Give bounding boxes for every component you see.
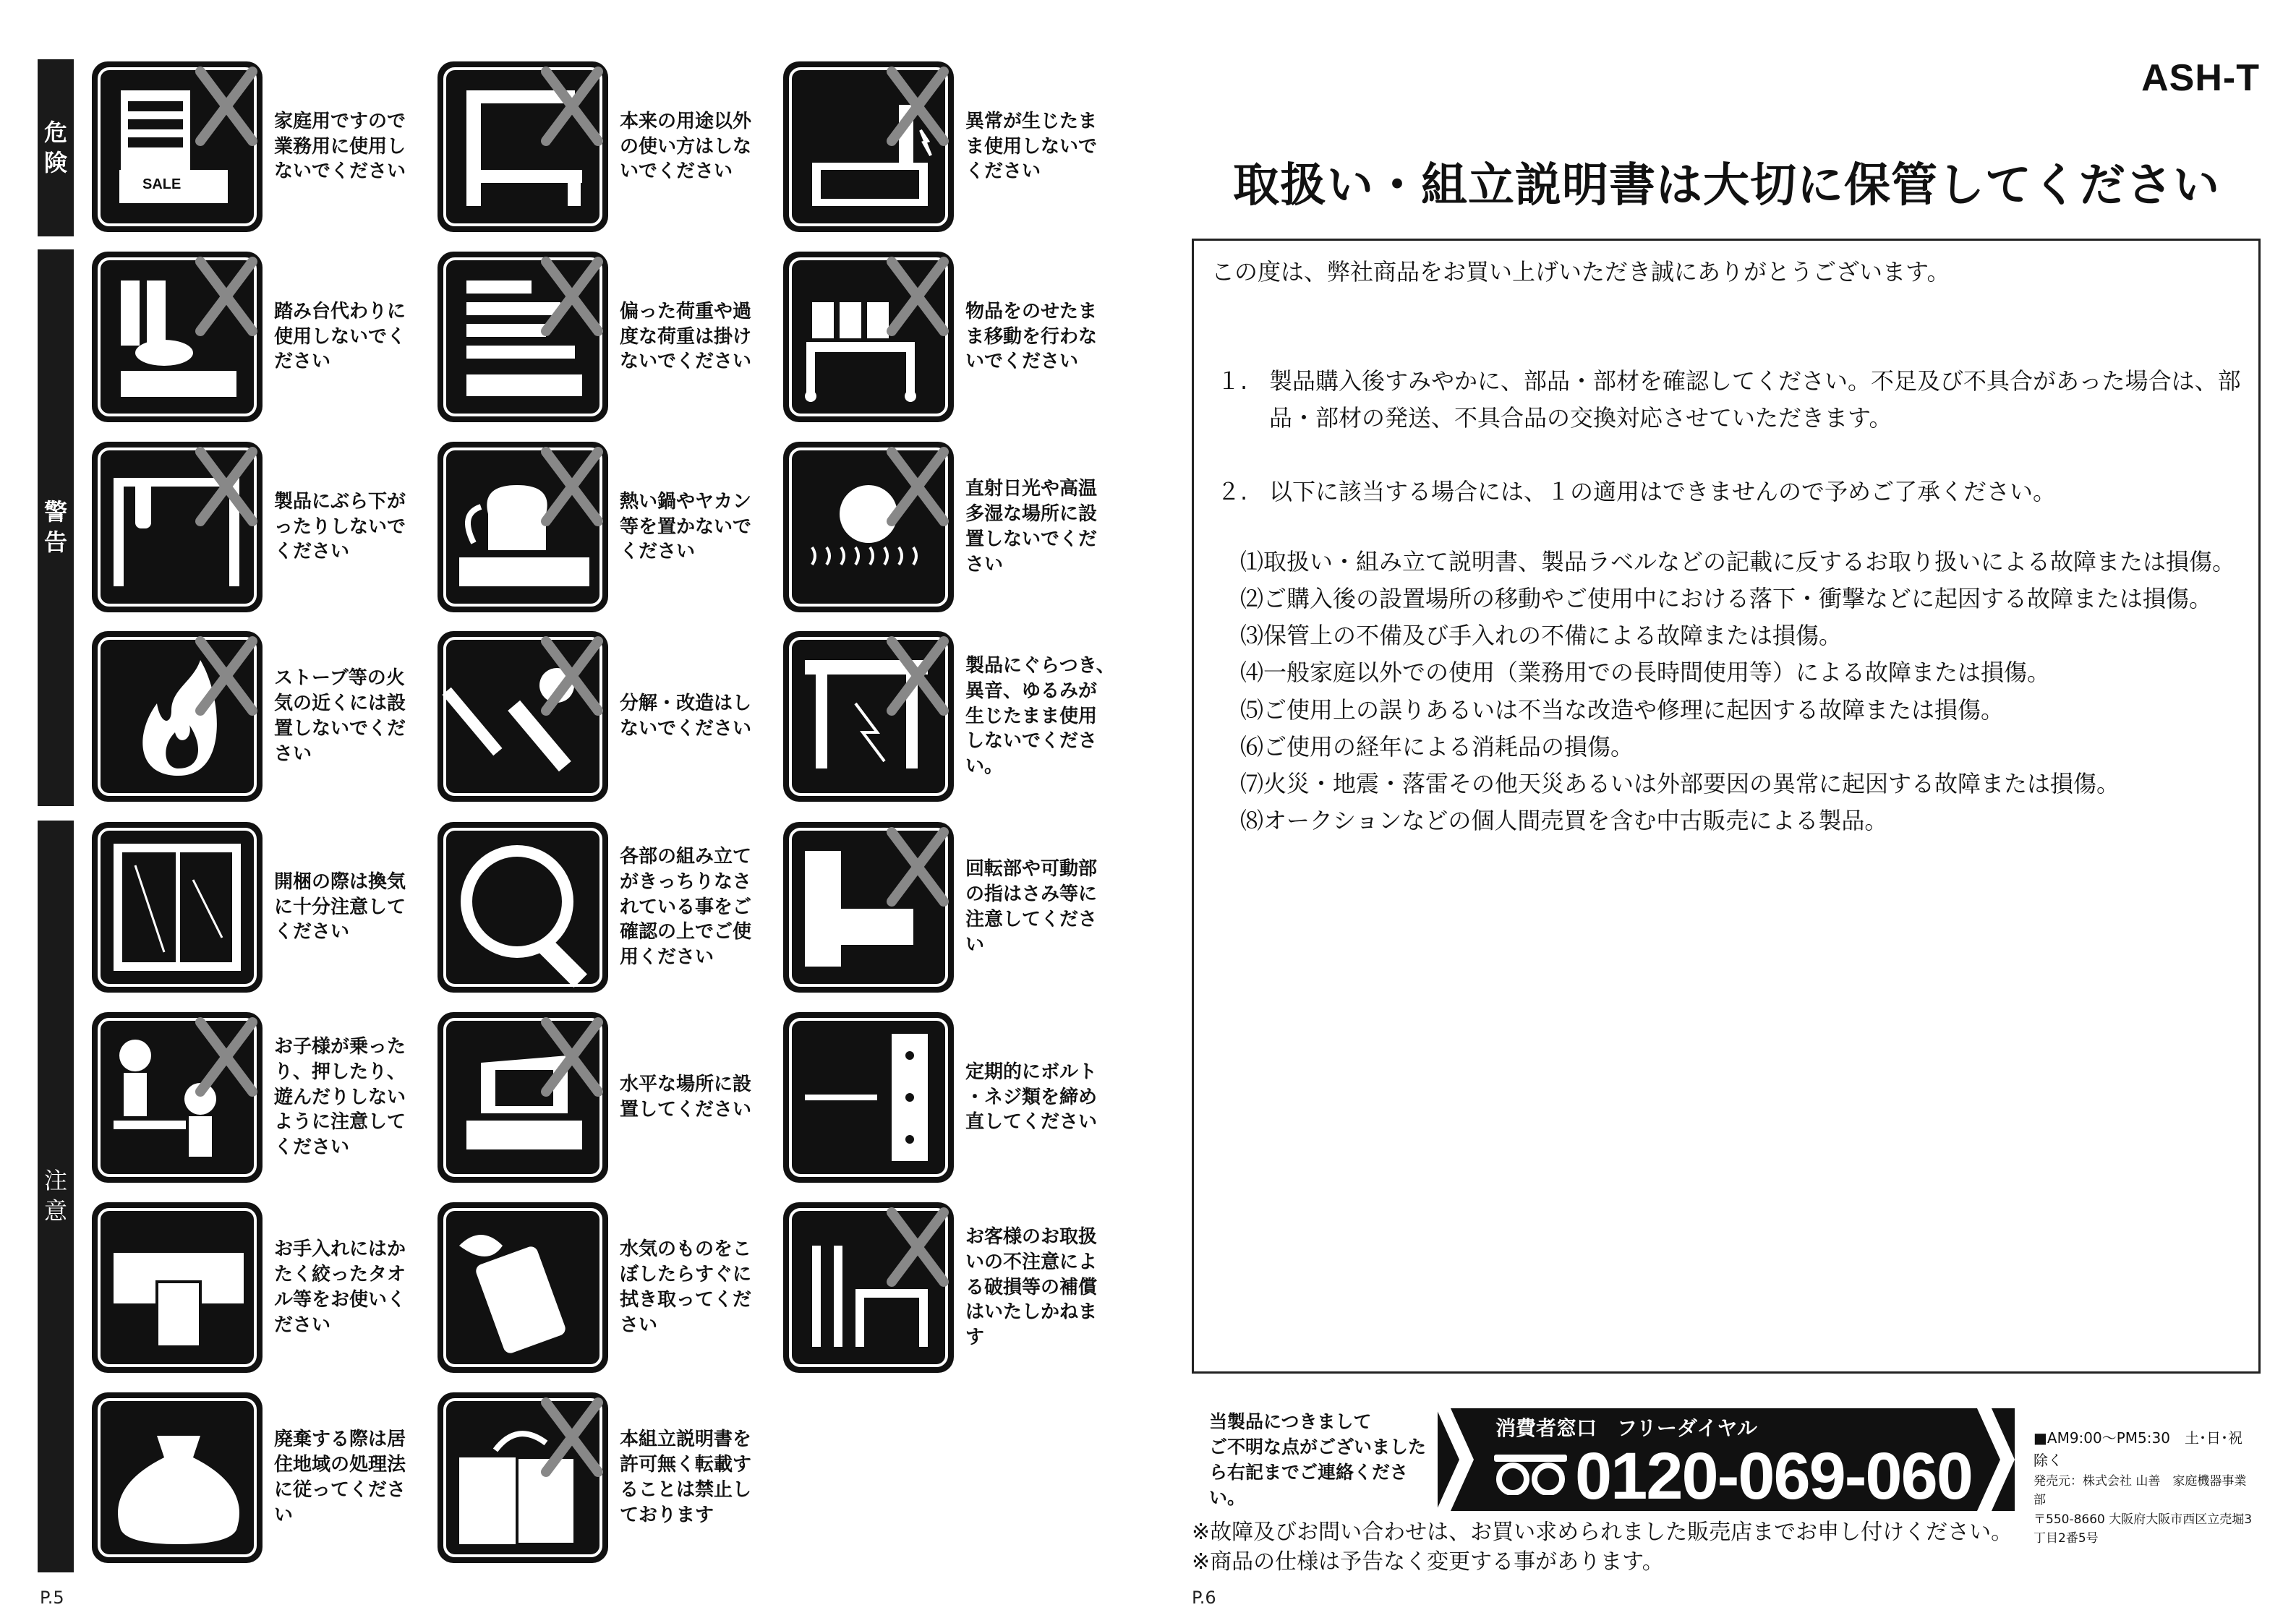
bottom-note: ※故障及びお問い合わせは、お買い求められました販売店までお申し付けください。 [1192, 1520, 2013, 1545]
phone-number[interactable]: 0120-069-060 [1575, 1439, 1972, 1513]
warning-text: 本来の用途以外 の使い方はしな いでください [620, 110, 752, 183]
warning-text: 物品をのせたま ま移動を行わな いでください [965, 300, 1098, 373]
finger-pinch-icon [783, 822, 954, 993]
exclusion-item: ⑸ご使用上の誤りあるいは不当な改造や修理に起因する故障または損傷。 [1240, 695, 2005, 724]
warning-text: 偏った荷重や過 度な荷重は掛け ないでください [620, 300, 752, 373]
greeting-text: この度は、弊社商品をお買い上げいただき誠にありがとうございます。 [1211, 258, 1950, 286]
note-item [1211, 474, 2241, 510]
no-hanging-icon [92, 442, 263, 612]
exclusion-item: ⑻オークションなどの個人間売買を含む中古販売による製品。 [1240, 807, 1888, 835]
uneven-load-icon [438, 252, 608, 422]
exclusion-list [1240, 544, 2241, 840]
page-number-left: P.5 [40, 1588, 64, 1608]
section-danger [38, 59, 74, 236]
section-warning-label: 警 告 [43, 498, 67, 556]
note-number: ２. [1217, 477, 1248, 505]
wobble-icon [783, 631, 954, 802]
warning-text: お客様のお取扱 いの不注意によ る破損等の補償 はいたしかねま す [965, 1225, 1098, 1349]
level-surface-icon [438, 1012, 608, 1183]
exclusion-item: ⑹ご使用の経年による消耗品の損傷。 [1240, 732, 1634, 761]
exclusion-item: ⑶保管上の不備及び手入れの不備による故障または損傷。 [1240, 622, 1843, 650]
warning-text: お子様が乗った り、押したり、 遊んだりしない ように注意して ください [274, 1035, 406, 1159]
page-number-right: P.6 [1192, 1588, 1216, 1608]
bottom-note: ※商品の仕様は予告なく変更する事があります。 [1192, 1549, 1664, 1575]
no-step-stool-icon [92, 252, 263, 422]
warning-text: 水気のものをこ ぼしたらすぐに 拭き取ってくだ さい [620, 1238, 752, 1336]
bottom-notes [1192, 1518, 2013, 1577]
warning-text: ストーブ等の火 気の近くには設 置しないでくだ さい [274, 667, 406, 765]
water-wipe-icon [438, 1202, 608, 1373]
abnormal-use-icon [783, 61, 954, 232]
tools-icon [438, 631, 608, 802]
misuse-icon [438, 61, 608, 232]
warning-text: 製品にぐらつき、 異音、ゆるみが 生じたまま使用 しないでくださ い。 [965, 654, 1115, 778]
warning-text: 回転部や可動部 の指はさみ等に 注意してくださ い [965, 858, 1098, 956]
freedial-icon [1493, 1452, 1569, 1495]
warning-text: 熱い鍋やヤカン 等を置かないで ください [620, 490, 752, 563]
sunlight-humidity-icon [783, 442, 954, 612]
bolt-tighten-icon [783, 1012, 954, 1183]
note-number: １. [1217, 367, 1248, 395]
ventilation-icon [92, 822, 263, 993]
warning-text: 定期的にボルト ・ネジ類を締め 直してください [965, 1061, 1098, 1134]
contact-details [2015, 1408, 2261, 1546]
section-caution [38, 821, 74, 1572]
section-danger-label: 危 険 [43, 118, 67, 176]
warning-text: 廃棄する際は居 住地域の処理法 に従ってくださ い [274, 1429, 406, 1526]
chevron-right-icon [1971, 1408, 2015, 1511]
warning-text: 水平な場所に設 置してください [620, 1074, 752, 1121]
wipe-cloth-icon [92, 1202, 263, 1373]
seller-address: 〒550-8660 大阪府大阪市西区立売堀3丁目2番5号 [2033, 1512, 2253, 1546]
note-item [1211, 363, 2241, 437]
section-warning [38, 249, 74, 806]
warning-text: 異常が生じたま ま使用しないで ください [965, 110, 1098, 183]
warning-text: 分解・改造はし ないでください [620, 693, 752, 740]
chevron-right-icon [1436, 1408, 1480, 1511]
consumer-desk-label: 消費者窓口 フリーダイヤル [1495, 1416, 1758, 1440]
page-title: 取扱い・組立説明書は大切に保管してください [1233, 159, 2220, 213]
seller-name: 発売元：株式会社 山善 家庭機器事業部 [2033, 1474, 2247, 1508]
magnifier-icon [438, 822, 608, 993]
exclusion-item: ⑵ご購入後の設置場所の移動やご使用中における落下・衝撃などに起因する故障または損傷。 [1240, 584, 2213, 612]
note-text: 製品購入後すみやかに、部品・部材を確認してください。不足及び不具合があった場合は、部品・部材の発送、不具合品の交換対応させていただきます。 [1269, 367, 2241, 432]
garbage-bag-icon [92, 1392, 263, 1563]
fire-icon [92, 631, 263, 802]
home-use-only-icon [92, 61, 263, 232]
note-text: 以下に該当する場合には、１の適用はできませんので予めご了承ください。 [1269, 477, 2057, 505]
warning-text: 本組立説明書を 許可無く転載す ることは禁止し ております [620, 1429, 752, 1526]
damage-tools-icon [783, 1202, 954, 1373]
sale-sign-text: SALE [142, 176, 182, 192]
exclusion-item: ⑺火災・地震・落雷その他天災あるいは外部要因の異常に起因する故障または損傷。 [1240, 769, 2120, 797]
warning-text: 踏み台代わりに 使用しないでく ださい [274, 300, 406, 373]
children-icon [92, 1012, 263, 1183]
no-move-loaded-icon [783, 252, 954, 422]
warning-text: 直射日光や高温 多湿な場所に設 置しないでくだ さい [965, 478, 1098, 575]
warning-text: お手入れにはか たく絞ったタオ ル等をお使いく ださい [274, 1238, 406, 1336]
exclusion-item: ⑴取扱い・組み立て説明書、製品ラベルなどの記載に反するお取り扱いによる故障または損傷。 [1240, 547, 2236, 575]
warning-text: 開梱の際は換気 に十分注意して ください [274, 870, 406, 943]
no-copy-icon [438, 1392, 608, 1563]
exclusion-item: ⑷一般家庭以外での使用（業務用での長時間使用等）による故障または損傷。 [1240, 659, 2051, 687]
hot-kettle-icon [438, 442, 608, 612]
warning-text: 家庭用ですので 業務用に使用し ないでください [274, 110, 406, 183]
warning-text: 製品にぶら下が ったりしないで ください [274, 490, 406, 563]
contact-intro: 当製品につきまして ご不明な点がございました ら右記までご連絡ください。 [1192, 1408, 1438, 1511]
notice-box [1192, 239, 2261, 1374]
warning-text: 各部の組み立て がきっちりなさ れている事をご 確認の上でご使 用ください [620, 845, 752, 969]
model-number: ASH-T [2141, 57, 2260, 99]
section-caution-label: 注 意 [43, 1167, 67, 1225]
business-hours: ■AM9:00〜PM5:30 土･日･祝除く [2033, 1429, 2242, 1469]
